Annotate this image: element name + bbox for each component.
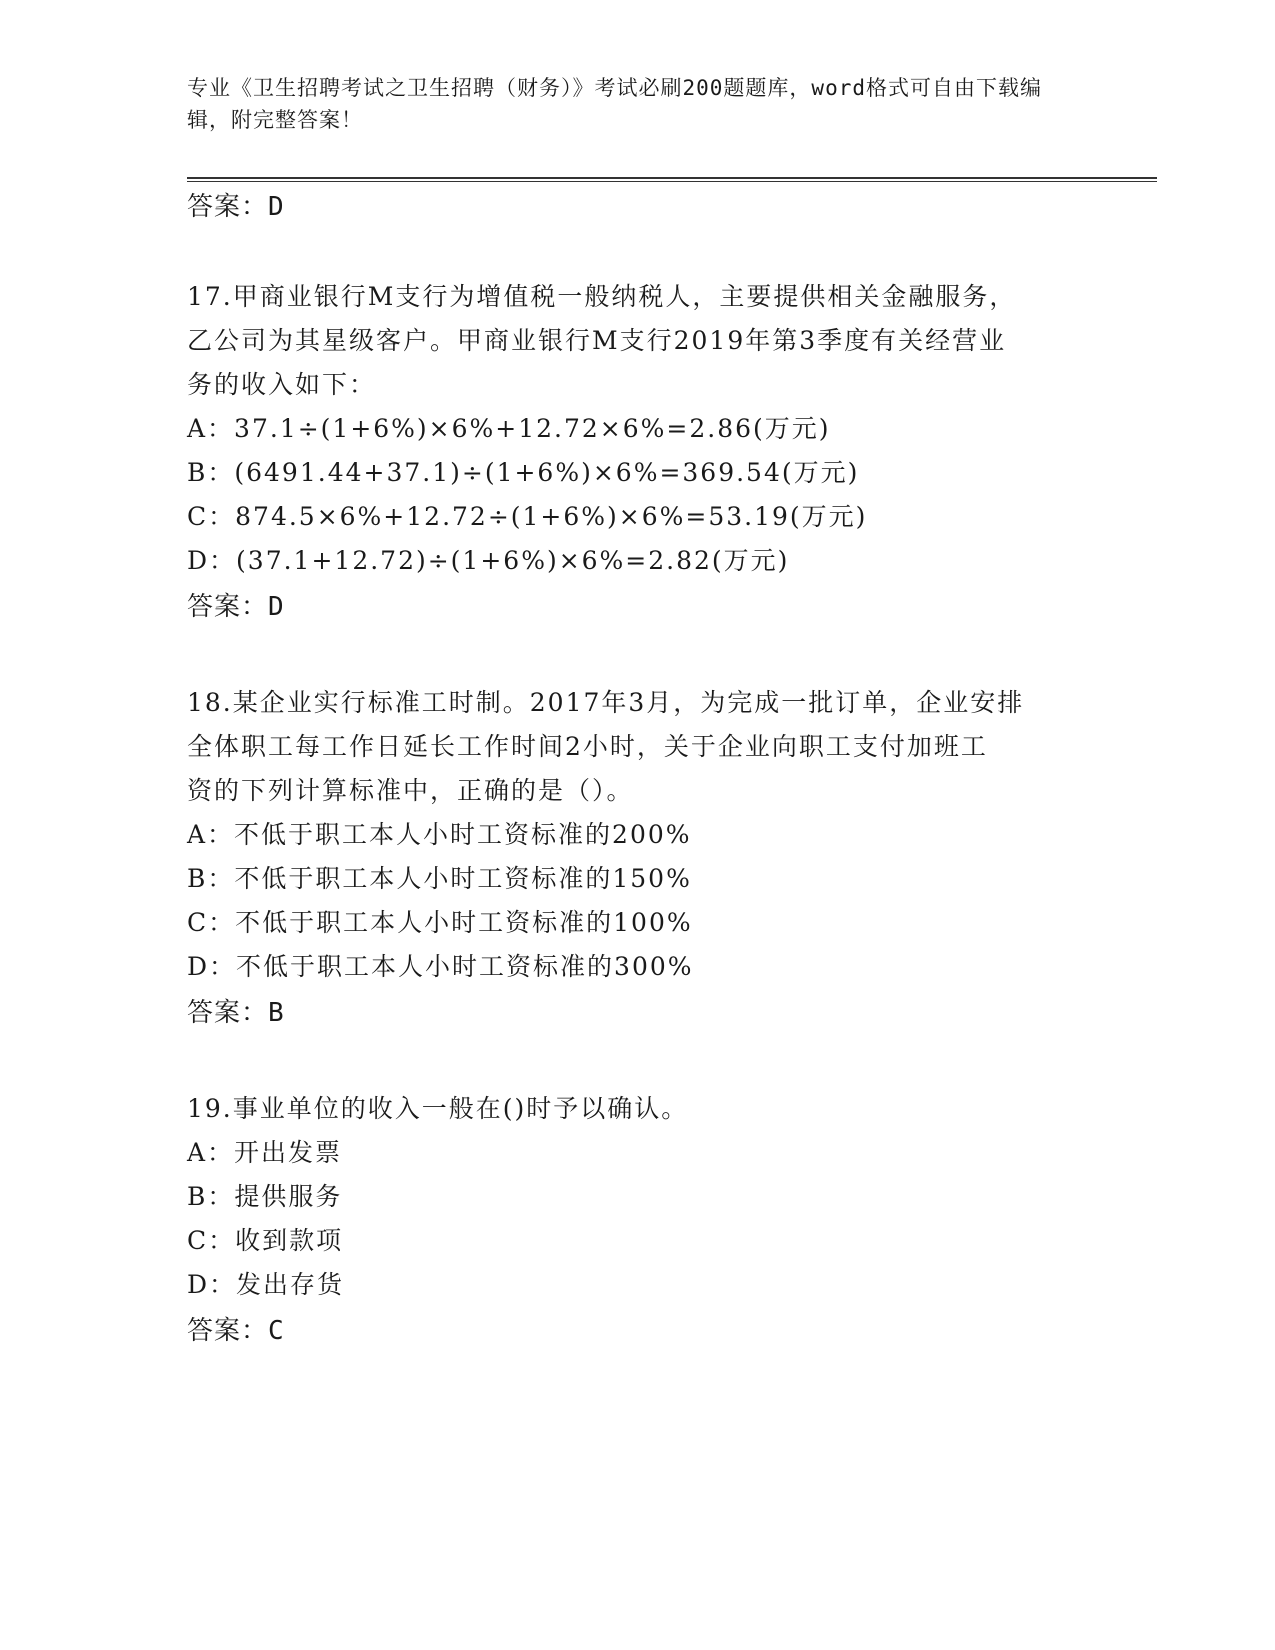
q18-option-d: D：不低于职工本人小时工资标准的300% <box>187 952 694 981</box>
q19-option-b: B：提供服务 <box>187 1182 343 1211</box>
header-divider <box>187 177 1157 182</box>
q19-option-a: A：开出发票 <box>187 1138 343 1167</box>
previous-answer: 答案：D <box>187 192 285 222</box>
q18-option-c: C：不低于职工本人小时工资标准的100% <box>187 908 693 937</box>
q18-answer: 答案：B <box>187 998 285 1028</box>
q18-text-line1: 18.某企业实行标准工时制。2017年3月，为完成一批订单，企业安排 <box>187 688 1025 717</box>
q17-answer: 答案：D <box>187 592 285 622</box>
q18-text-line3: 资的下列计算标准中，正确的是（）。 <box>187 776 634 805</box>
q19-answer: 答案：C <box>187 1316 285 1346</box>
q17-text-line1: 17.甲商业银行M支行为增值税一般纳税人，主要提供相关金融服务， <box>187 282 1017 311</box>
document-header-note: 专业《卫生招聘考试之卫生招聘（财务）》考试必刷200题题库，word格式可自由下载编辑，附完整答案！ <box>187 76 1042 132</box>
q17-option-c: C：874.5×6%+12.72÷(1+6%)×6%=53.19(万元) <box>187 502 868 531</box>
q17-option-d: D：(37.1+12.72)÷(1+6%)×6%=2.82(万元) <box>187 546 790 575</box>
q19-option-c: C：收到款项 <box>187 1226 344 1255</box>
q18-option-a: A：不低于职工本人小时工资标准的200% <box>187 820 692 849</box>
q17-text-line3: 务的收入如下： <box>187 370 377 399</box>
q19-option-d: D：发出存货 <box>187 1270 345 1299</box>
q17-option-b: B：(6491.44+37.1)÷(1+6%)×6%=369.54(万元) <box>187 458 860 487</box>
q17-option-a: A：37.1÷(1+6%)×6%+12.72×6%=2.86(万元) <box>187 414 831 443</box>
q18-option-b: B：不低于职工本人小时工资标准的150% <box>187 864 692 893</box>
q18-text-line2: 全体职工每工作日延长工作时间2小时，关于企业向职工支付加班工 <box>187 732 988 761</box>
q19-text-line1: 19.事业单位的收入一般在()时予以确认。 <box>187 1094 689 1123</box>
q17-text-line2: 乙公司为其星级客户。甲商业银行M支行2019年第3季度有关经营业 <box>187 326 1007 355</box>
